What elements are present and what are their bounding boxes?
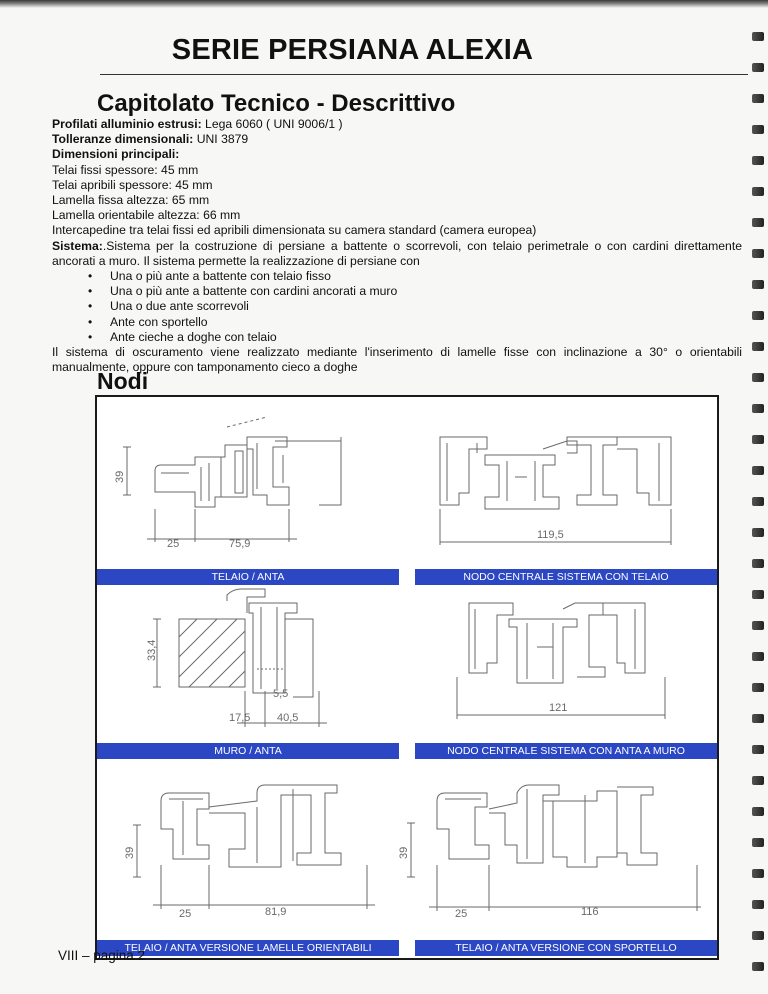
drawing-telaio-anta-lamelle-dims <box>124 847 286 920</box>
dimension-label: 25 <box>179 908 192 920</box>
binder-ring <box>752 32 764 41</box>
spec-line: Telai fissi spessore: 45 mm <box>52 162 199 177</box>
binder-ring <box>752 94 764 103</box>
dimension-label: 116 <box>581 906 599 918</box>
list-item: • Ante cieche a doghe con telaio <box>110 330 742 345</box>
spec-sistema: Sistema:.Sistema per la costruzione di persiane a battente o scorrevoli, con telaio perimetrale o con cardini direttamente ancorati a muro. Il sistema permette la realizzazione di persiane con <box>52 238 742 268</box>
caption-lamelle-orientabili: TELAIO / ANTA VERSIONE LAMELLE ORIENTABILI <box>97 940 399 956</box>
dimension-label: 81,9 <box>265 906 287 918</box>
spec-line: Intercapedine tra telai fissi ed apribili dimensionata su camera standard (camera europea) <box>52 223 537 238</box>
binder-ring <box>752 714 764 723</box>
section-title: Capitolato Tecnico - Descrittivo <box>97 90 456 117</box>
spec-line: Lamella orientabile altezza: 66 mm <box>52 208 241 223</box>
drawing-telaio-anta-sportello <box>407 785 701 911</box>
binder-ring <box>752 590 764 599</box>
binder-ring <box>752 869 764 878</box>
caption-nodo-centrale-telaio: NODO CENTRALE SISTEMA CON TELAIO <box>415 569 717 585</box>
nodi-heading: Nodi <box>97 368 149 394</box>
binder-rings <box>750 0 768 994</box>
binder-ring <box>752 311 764 320</box>
dimension-label: 75,9 <box>229 538 251 550</box>
binder-ring <box>752 621 764 630</box>
caption-muro-anta: MURO / ANTA <box>97 743 399 759</box>
binder-ring <box>752 962 764 971</box>
dimension-label: 39 <box>398 846 410 859</box>
binder-ring <box>752 838 764 847</box>
dimension-label: 25 <box>167 538 180 550</box>
spec-block <box>52 117 742 375</box>
drawing-telaio-anta-sportello-dims <box>398 847 599 920</box>
title-underline <box>100 74 748 75</box>
binder-ring <box>752 218 764 227</box>
binder-ring <box>752 776 764 785</box>
list-item: • Ante con sportello <box>110 315 742 330</box>
list-item: • Una o due ante scorrevoli <box>110 299 742 314</box>
binder-ring <box>752 63 764 72</box>
spec-profilati: Profilati alluminio estrusi: Lega 6060 ( UNI 9006/1 ) <box>52 117 343 131</box>
dimension-label: 17,5 <box>229 712 251 724</box>
drawing-nodo-centrale-muro-dims <box>549 702 567 714</box>
drawing-muro-anta <box>153 589 327 727</box>
system-options-list <box>52 269 742 345</box>
dimension-label: 33,4 <box>146 639 158 661</box>
drawing-telaio-anta-lamelle <box>133 785 375 909</box>
binder-ring <box>752 435 764 444</box>
dimension-label: 5,5 <box>273 688 289 700</box>
nodi-drawings-panel <box>95 395 719 960</box>
binder-ring <box>752 652 764 661</box>
binder-ring <box>752 900 764 909</box>
caption-nodo-centrale-muro: NODO CENTRALE SISTEMA CON ANTA A MURO <box>415 743 717 759</box>
technical-drawings <box>97 397 717 958</box>
dimension-label: 25 <box>455 908 468 920</box>
spec-tolleranze: Tolleranze dimensionali: UNI 3879 <box>52 132 249 147</box>
binder-ring <box>752 466 764 475</box>
caption-con-sportello: TELAIO / ANTA VERSIONE CON SPORTELLO <box>415 940 717 956</box>
binder-ring <box>752 683 764 692</box>
drawing-telaio-anta <box>123 417 341 542</box>
binder-ring <box>752 249 764 258</box>
spec-dimensioni-heading: Dimensioni principali: <box>52 147 180 162</box>
binder-ring <box>752 404 764 413</box>
dimension-label: 119,5 <box>537 529 564 541</box>
binder-ring <box>752 373 764 382</box>
scan-top-edge <box>0 0 768 8</box>
page-number: VIII – pagina 2 <box>58 948 146 963</box>
binder-ring <box>752 187 764 196</box>
dimension-label: 121 <box>549 702 568 714</box>
binder-ring <box>752 559 764 568</box>
drawing-muro-anta-dims <box>146 640 298 724</box>
binder-ring <box>752 528 764 537</box>
list-item: • Una o più ante a battente con cardini ancorati a muro <box>110 284 742 299</box>
dimension-label: 40,5 <box>277 712 299 724</box>
binder-ring <box>752 497 764 506</box>
binder-ring <box>752 280 764 289</box>
dimension-label: 39 <box>124 846 136 859</box>
spec-line: Lamella fissa altezza: 65 mm <box>52 193 210 208</box>
binder-ring <box>752 125 764 134</box>
binder-ring <box>752 156 764 165</box>
spec-line: Telai apribili spessore: 45 mm <box>52 177 213 192</box>
dimension-label: 39 <box>114 470 126 483</box>
drawing-telaio-anta-dims <box>114 471 250 550</box>
drawing-nodo-centrale-telaio-dims <box>537 529 564 541</box>
binder-ring <box>752 931 764 940</box>
page-title: SERIE PERSIANA ALEXIA <box>171 34 534 66</box>
caption-telaio-anta: TELAIO / ANTA <box>97 569 399 585</box>
list-item: • Una o più ante a battente con telaio fisso <box>110 269 742 284</box>
binder-ring <box>752 342 764 351</box>
binder-ring <box>752 745 764 754</box>
binder-ring <box>752 807 764 816</box>
spec-closing: Il sistema di oscuramento viene realizzato mediante l'inserimento di lamelle fisse con inclinazione a 30° o orientabili manualmente, oppure con tamponamento cieco a doghe <box>52 345 742 375</box>
